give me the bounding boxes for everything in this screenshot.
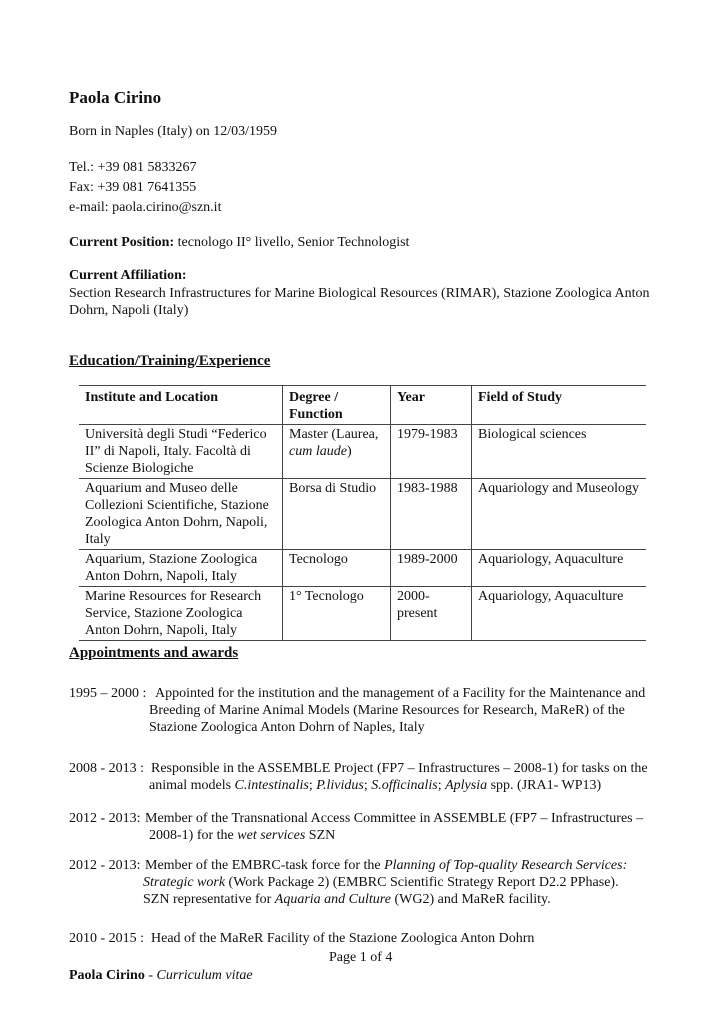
italic-term: Aquaria and Culture [274, 892, 391, 907]
text-fragment: ; [437, 778, 446, 793]
appointment-date: 2012 - 2013: [69, 811, 141, 826]
species-name: P.lividus [316, 778, 364, 793]
appointment-line [145, 857, 627, 874]
year-cell: 1979-1983 [391, 425, 472, 479]
page-number: Page 1 of 4 [329, 950, 393, 965]
year-cell: 2000- present [391, 587, 472, 641]
text-fragment: animal models [149, 778, 235, 793]
degree-cell [283, 425, 391, 479]
appointment-date: 2010 - 2015 : [69, 931, 145, 946]
education-heading: Education/Training/Experience [69, 353, 271, 369]
institute-cell: Marine Resources for Research Service, Stazione Zoologica Anton Dohrn, Napoli, Italy [79, 587, 283, 641]
footer [69, 967, 253, 984]
institute-cell: Aquarium and Museo delle Collezioni Scientifiche, Stazione Zoologica Anton Dohrn, Napoli, Italy [79, 479, 283, 550]
degree-italic: cum laude [289, 444, 347, 459]
field-cell: Aquariology and Museology [472, 479, 647, 550]
table-row [79, 479, 646, 550]
footer-name: Paola Cirino [69, 968, 145, 983]
telephone: Tel.: +39 081 5833267 [69, 160, 197, 175]
text-fragment: SZN representative for [143, 892, 275, 907]
year-cell: 1983-1988 [391, 479, 472, 550]
appointment-line: Responsible in the ASSEMBLE Project (FP7 – Infrastructures – 2008-1) for tasks on the [151, 761, 648, 776]
text-fragment: ; [308, 778, 317, 793]
appointment-line [149, 777, 601, 794]
degree-cell: 1° Tecnologo [283, 587, 391, 641]
text-fragment: 2008-1) for the [149, 828, 238, 843]
fax: Fax: +39 081 7641355 [69, 180, 197, 195]
appointment-line [149, 827, 335, 844]
text-fragment: spp. (JRA1- WP13) [487, 778, 602, 793]
degree-cell: Borsa di Studio [283, 479, 391, 550]
degree-cell: Tecnologo [283, 550, 391, 587]
appointment-line: Head of the MaReR Facility of the Stazione Zoologica Anton Dohrn [151, 931, 535, 946]
appointment-line: Stazione Zoologica Anton Dohrn of Naples, Italy [149, 720, 425, 735]
appointments-heading: Appointments and awards [69, 645, 239, 661]
current-affiliation-line2: Dohrn, Napoli (Italy) [69, 303, 189, 318]
italic-term: Planning of Top-quality Research Services: [384, 858, 628, 873]
degree-suffix: ) [346, 444, 352, 459]
footer-doc-title: Curriculum vitae [156, 968, 253, 983]
species-name: Aplysia [445, 778, 488, 793]
person-name: Paola Cirino [69, 88, 162, 107]
column-header: Year [391, 386, 472, 425]
italic-term: wet services [237, 828, 306, 843]
footer-dash: - [144, 968, 157, 983]
email: e-mail: paola.cirino@szn.it [69, 200, 222, 215]
appointment-line: Member of the Transnational Access Committee in ASSEMBLE (FP7 – Infrastructures – [145, 811, 644, 826]
year-cell: 1989-2000 [391, 550, 472, 587]
table-row [79, 550, 646, 587]
appointment-date: 2008 - 2013 : [69, 761, 145, 776]
column-header: Field of Study [472, 386, 647, 425]
appointment-line [143, 891, 551, 908]
birth-info: Born in Naples (Italy) on 12/03/1959 [69, 124, 278, 139]
current-affiliation-label: Current Affiliation: [69, 268, 187, 283]
appointment-line [143, 874, 619, 891]
column-header [283, 386, 391, 425]
text-fragment: SZN [305, 828, 336, 843]
field-cell: Aquariology, Aquaculture [472, 550, 647, 587]
current-affiliation-line1: Section Research Infrastructures for Marine Biological Resources (RIMAR), Stazione Zoologica Anton [69, 286, 650, 301]
current-position [69, 234, 409, 251]
field-cell: Aquariology, Aquaculture [472, 587, 647, 641]
appointment-date: 2012 - 2013: [69, 858, 141, 873]
degree-text: Master (Laurea, [289, 427, 379, 442]
table-row [79, 587, 646, 641]
table-header-row [79, 386, 646, 425]
field-cell: Biological sciences [472, 425, 647, 479]
text-fragment: Member of the EMBRC-task force for the [145, 858, 385, 873]
current-position-value: tecnologo II° livello, Senior Technologist [177, 235, 410, 250]
text-fragment: ; [363, 778, 372, 793]
italic-term: Strategic work [143, 875, 226, 890]
institute-cell: Università degli Studi “Federico II” di Napoli, Italy. Facoltà di Scienze Biologiche [79, 425, 283, 479]
education-table [79, 385, 646, 641]
appointment-line: Breeding of Marine Animal Models (Marine Resources for Research, MaReR) of the [149, 703, 625, 718]
institute-cell: Aquarium, Stazione Zoologica Anton Dohrn, Napoli, Italy [79, 550, 283, 587]
column-header-text: Degree / Function [289, 390, 343, 422]
appointment-line: Appointed for the institution and the management of a Facility for the Maintenance and [155, 686, 646, 701]
column-header: Institute and Location [79, 386, 283, 425]
current-position-label: Current Position: [69, 235, 175, 250]
text-fragment: (WG2) and MaReR facility. [390, 892, 551, 907]
text-fragment: (Work Package 2) (EMBRC Scientific Strategy Report D2.2 PPhase). [225, 875, 619, 890]
appointment-date: 1995 – 2000 : [69, 686, 147, 701]
table-row [79, 425, 646, 479]
species-name: C.intestinalis [234, 778, 309, 793]
species-name: S.officinalis [371, 778, 438, 793]
